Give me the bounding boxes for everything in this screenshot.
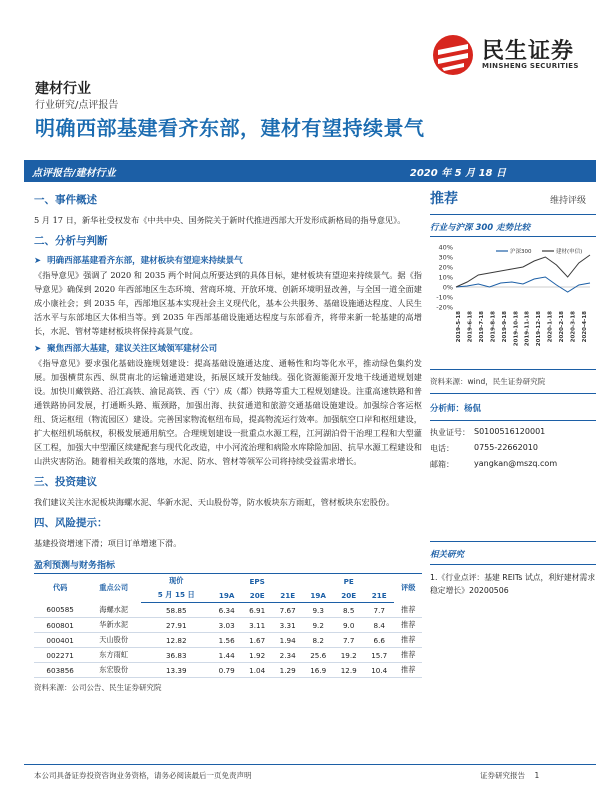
investment-paragraph: 我们建议关注水泥板块海螺水泥、华新水泥、天山股份等，防水板块东方雨虹，管材板块东宏股份。: [34, 497, 395, 507]
header-company: 重点公司: [99, 583, 129, 593]
cell-code: 603856: [34, 663, 86, 678]
cell-eps21: 1.29: [272, 663, 303, 678]
cell-eps21: 1.94: [272, 633, 303, 648]
cell-name: 华新水泥: [86, 618, 141, 633]
x-tick-label: 2019-11-18: [524, 311, 531, 347]
x-tick-label: 2019-12-18: [536, 311, 543, 347]
cell-price: 13.39: [141, 663, 211, 678]
cell-pe19: 8.2: [303, 633, 334, 648]
table-row: [34, 633, 422, 648]
cell-eps21: 2.34: [272, 648, 303, 663]
triangle-icon: ➤: [34, 344, 42, 354]
x-tick-label: 2020-3-18: [570, 311, 577, 343]
brand-logo-icon: [432, 34, 474, 76]
brand-name-cn: 民生证券: [482, 39, 575, 64]
header-year: 19A: [211, 588, 242, 603]
cell-eps19: 1.56: [211, 633, 242, 648]
forecast-source: 资料来源：公司公告、民生证券研究院: [34, 683, 162, 692]
chart-heading: 行业与沪深 300 走势比较: [430, 223, 531, 233]
footer-right: 证券研究报告 1: [480, 771, 540, 780]
analysis-paragraph: 《指导意见》要求强化基础设施规划建设：提高基础设施通达度、通畅性和均等化水平，推动绿色集约发展。加强横贯东西、纵贯南北的运输通道建设，拓展区域开发轴线。强化资源能源开发地干线通道规划建设。加快川藏铁路、沿江高铁、渝昆高铁、西（宁）成（都）铁路等重大工程规划建设。注重高速铁路和普通铁路协同发展，打通断头路、瓶颈路，加强出海、扶贫通道和旅游交通基础设施建设。加强综合客运枢纽、货运枢纽（物流园区）建设。完善国家物流枢纽布局，提高物流运行效率。加强航空口岸和枢纽建设，扩大枢纽机场航权，积极发展通用航空。合理规划建设一批重点水源工程，江河湖泊骨干治理工程和大型灌区工程，加强大中型灌区续建配套与现代化改造，中小河流治理和病险水库除险加固、抗旱水源工程建设和山洪灾害防治。随着相关政策的落地，水泥、防水、管材等领军公司将持续受益需求增长。: [34, 358, 422, 466]
x-tick-label: 2019-9-18: [501, 311, 508, 343]
divider: [430, 369, 596, 370]
legend-label: 建材(申信): [556, 249, 583, 255]
chart-source: 资料来源：wind，民生证券研究院: [430, 377, 546, 386]
legend-label: 沪深300: [510, 249, 532, 255]
header-price: 现价: [169, 576, 184, 585]
header-year: 20E: [242, 588, 273, 603]
footer-disclaimer: 本公司具备证券投资咨询业务资格，请务必阅读最后一页免责声明: [34, 771, 252, 780]
x-tick-label: 2020-4-18: [582, 311, 588, 343]
x-tick-label: 2020-2-18: [559, 311, 566, 343]
section-heading: 一、事件概述: [34, 194, 97, 206]
table-row: [34, 663, 422, 678]
phone-row: 电话： 0755-22662010: [430, 443, 538, 453]
risk-paragraph: 基建投资增速下滑；项目订单增速下滑。: [34, 538, 182, 548]
related-item[interactable]: 1.《行业点评：基建 REITs 试点，利好建材需求稳定增长》20200506: [430, 573, 596, 595]
cell-code: 000401: [34, 633, 86, 648]
table-row: [34, 618, 422, 633]
cell-pe21: 10.4: [364, 663, 395, 678]
header-price-date: 5 月 15 日: [141, 588, 211, 603]
header-code: 代码: [52, 583, 68, 593]
sidebar: [430, 188, 596, 597]
email-row: 邮箱： yangkan@mszq.com: [430, 459, 558, 469]
report-category: 点评报告/建材行业: [32, 168, 116, 179]
cell-eps19: 0.79: [211, 663, 242, 678]
cert-row: 执业证号： S0100516120001: [430, 427, 546, 437]
header-year: 21E: [272, 588, 303, 603]
cell-rating: 推荐: [394, 648, 422, 663]
cell-eps21: 3.31: [272, 618, 303, 633]
brand-name-en: MINSHENG SECURITIES: [482, 62, 579, 70]
cell-pe20: 19.2: [333, 648, 364, 663]
cell-code: 002271: [34, 648, 86, 663]
header-year: 21E: [364, 588, 395, 603]
cell-pe20: 12.9: [333, 663, 364, 678]
x-tick-label: 2019-5-18: [456, 311, 462, 343]
series-line: [456, 255, 590, 287]
forecast-title: 盈利预测与财务指标: [34, 558, 422, 574]
industry-label: 建材行业: [35, 81, 91, 97]
cell-eps19: 6.34: [211, 603, 242, 618]
cell-pe20: 9.0: [333, 618, 364, 633]
cell-pe19: 25.6: [303, 648, 334, 663]
analyst-heading: 分析师：杨侃: [430, 404, 482, 414]
y-tick-label: 10%: [438, 273, 453, 282]
cell-eps20: 3.11: [242, 618, 273, 633]
table-row: [34, 603, 422, 618]
cell-rating: 推荐: [394, 603, 422, 618]
cell-rating: 推荐: [394, 618, 422, 633]
cell-price: 27.91: [141, 618, 211, 633]
section-heading: 二、分析与判断: [34, 235, 108, 247]
report-info-bar: [24, 160, 596, 182]
cell-price: 36.83: [141, 648, 211, 663]
report-type: 行业研究/点评报告: [35, 100, 119, 111]
analysis-paragraph: 《指导意见》强调了 2020 和 2035 两个时间点所要达到的具体目标，建材板块有望迎来持续景气。据《指导意见》确保到 2020 年西部地区生态环境、营商环境、开放环境、创新环境明显改善，与全国一道全面建成小康社会；到 2035 年，西部地区基本实现社会主义现代化，基本公共服务、基础设施通达程度、人民生活水平与东部地区大体相当等。到 2035 年西部基础设施通达程度与东部看齐，将带来新一轮基建的高增长，水泥、管材等建材板块将保持高景气度。: [34, 270, 422, 336]
report-date: 2020 年 5 月 18 日: [409, 168, 506, 179]
page-number: 1: [534, 771, 540, 780]
subheading: ➤ 明确西部基建看齐东部，建材板块有望迎来持续景气: [34, 256, 243, 266]
trend-chart: [430, 241, 596, 361]
cell-eps20: 1.67: [242, 633, 273, 648]
cell-pe21: 6.6: [364, 633, 395, 648]
divider: [430, 393, 596, 394]
cell-rating: 推荐: [394, 633, 422, 648]
x-tick-label: 2019-7-18: [478, 311, 485, 343]
table-row: [34, 648, 422, 663]
cell-eps19: 1.44: [211, 648, 242, 663]
y-tick-label: -20%: [436, 303, 453, 312]
cell-name: 天山股份: [86, 633, 141, 648]
cell-price: 58.85: [141, 603, 211, 618]
cell-name: 海螺水泥: [86, 603, 141, 618]
event-paragraph: 5 月 17 日，新华社受权发布《中共中央、国务院关于新时代推进西部大开发形成新格局的指导意见》。: [34, 215, 406, 225]
y-tick-label: 40%: [438, 243, 453, 252]
cell-eps20: 1.92: [242, 648, 273, 663]
header-pe: PE: [343, 576, 354, 586]
x-tick-label: 2020-1-18: [547, 311, 554, 343]
cell-name: 东方雨虹: [86, 648, 141, 663]
cell-pe20: 7.7: [333, 633, 364, 648]
header-year: 20E: [333, 588, 364, 603]
footer-divider: [24, 764, 596, 765]
email-link[interactable]: yangkan@mszq.com: [474, 459, 558, 468]
y-tick-label: 30%: [438, 253, 453, 262]
header-year: 19A: [303, 588, 334, 603]
divider: [430, 236, 596, 237]
cell-pe21: 7.7: [364, 603, 395, 618]
cell-eps20: 6.91: [242, 603, 273, 618]
report-title: 明确西部基建看齐东部，建材有望持续景气: [35, 116, 425, 140]
rating: 推荐: [430, 191, 458, 207]
header-eps: EPS: [249, 576, 265, 586]
y-tick-label: 20%: [438, 263, 453, 272]
section-heading: 三、投资建议: [34, 476, 97, 488]
cell-price: 12.82: [141, 633, 211, 648]
divider: [430, 214, 596, 215]
cell-pe19: 9.3: [303, 603, 334, 618]
x-tick-label: 2019-6-18: [467, 311, 474, 343]
header-rating: 评级: [401, 583, 416, 593]
cell-pe21: 8.4: [364, 618, 395, 633]
cell-pe20: 8.5: [333, 603, 364, 618]
divider: [430, 564, 596, 565]
cell-pe19: 9.2: [303, 618, 334, 633]
cell-code: 600801: [34, 618, 86, 633]
forecast-table: [34, 574, 422, 678]
cell-eps21: 7.67: [272, 603, 303, 618]
triangle-icon: ➤: [34, 256, 42, 266]
cell-rating: 推荐: [394, 663, 422, 678]
cell-name: 东宏股份: [86, 663, 141, 678]
y-tick-label: -10%: [436, 293, 453, 302]
divider: [430, 420, 596, 421]
cell-code: 600585: [34, 603, 86, 618]
cell-pe21: 15.7: [364, 648, 395, 663]
cell-pe19: 16.9: [303, 663, 334, 678]
rating-row: [430, 188, 596, 208]
subheading: ➤ 聚焦西部大基建，建议关注区域领军建材公司: [34, 344, 218, 354]
related-heading: 相关研究: [430, 550, 465, 560]
cell-eps20: 1.04: [242, 663, 273, 678]
rating-sub: 维持评级: [549, 196, 586, 206]
divider: [430, 541, 596, 542]
y-tick-label: 0%: [442, 283, 453, 292]
x-tick-label: 2019-8-18: [490, 311, 497, 343]
main-content: [34, 188, 422, 693]
series-line: [456, 277, 590, 292]
section-heading: 四、风险提示：: [34, 517, 108, 529]
cell-eps19: 3.03: [211, 618, 242, 633]
x-tick-label: 2019-10-18: [513, 311, 520, 347]
